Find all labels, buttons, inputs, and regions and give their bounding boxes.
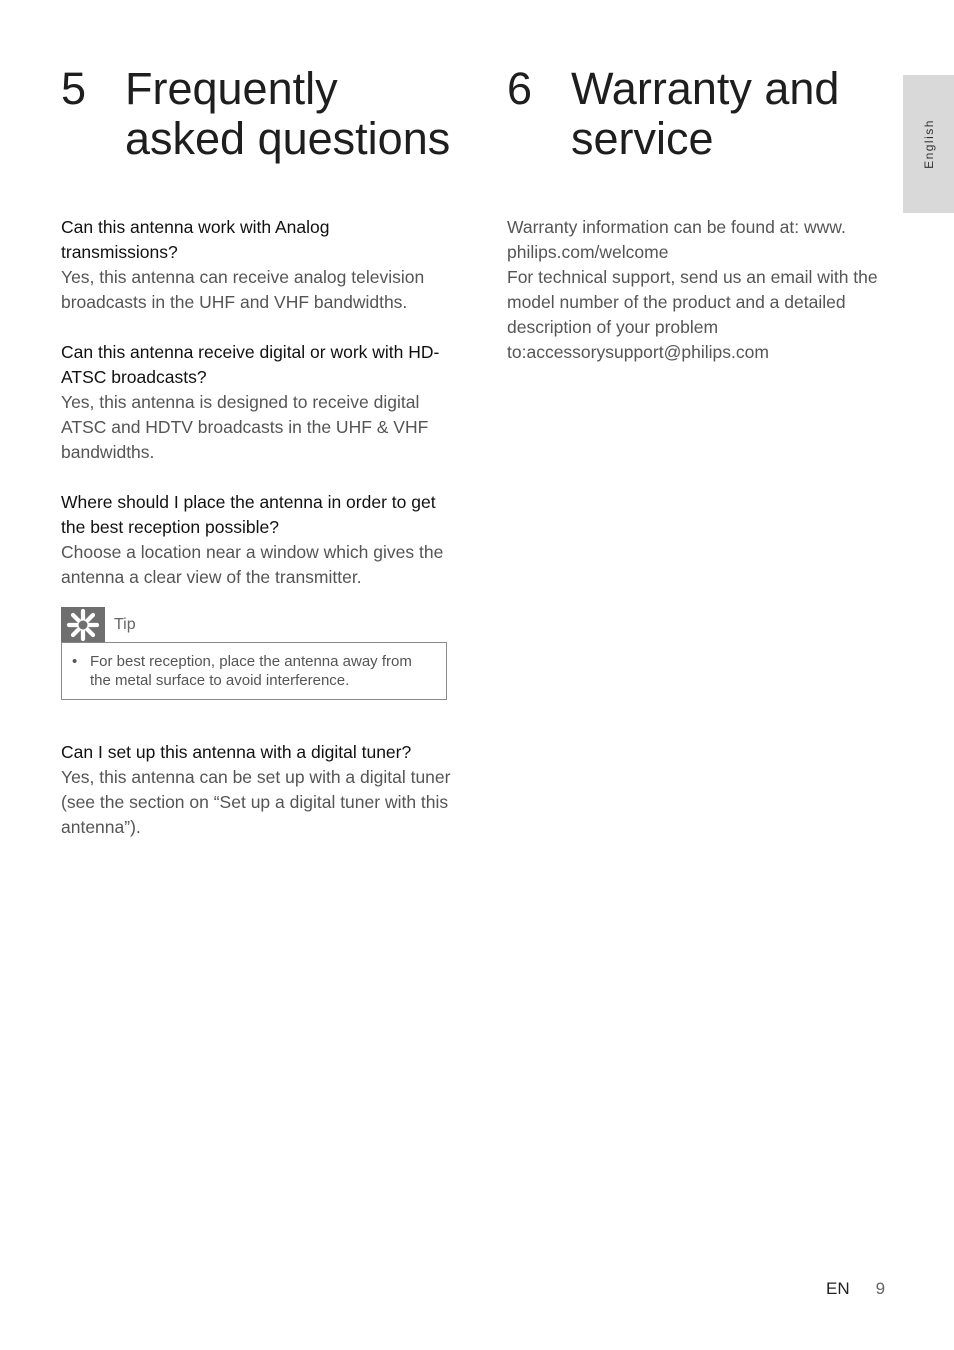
section-heading-faq [61, 64, 451, 164]
tip-label: Tip [114, 615, 136, 633]
faq-item [61, 340, 451, 465]
tip-text: For best reception, place the antenna away from the metal surface to avoid interference. [90, 653, 412, 689]
section-faq [61, 64, 451, 865]
language-label: English [921, 119, 936, 169]
section-title: Frequently asked questions [125, 63, 451, 164]
warranty-paragraph: Warranty information can be found at: www. philips.com/welcome [507, 217, 846, 262]
faq-question: Where should I place the antenna in order to get the best reception possible? [61, 492, 436, 537]
tip-header [61, 607, 447, 642]
tip-box [61, 607, 447, 700]
faq-item [61, 740, 451, 840]
section-number: 6 [507, 63, 533, 114]
support-paragraph: For technical support, send us an email with the model number of the product and a detailed description of your problem to:accessorysupport@philips.com [507, 267, 878, 362]
asterisk-icon [61, 607, 105, 642]
page-footer [826, 1279, 885, 1299]
warranty-text [507, 215, 887, 365]
faq-item [61, 490, 451, 590]
faq-answer: Yes, this antenna is designed to receive digital ATSC and HDTV broadcasts in the UHF & VHF bandwidths. [61, 392, 429, 462]
page-number: 9 [875, 1279, 886, 1298]
section-title: Warranty and service [571, 63, 840, 164]
language-side-tab [903, 75, 954, 213]
faq-answer: Yes, this antenna can receive analog television broadcasts in the UHF and VHF bandwidths. [61, 267, 425, 312]
faq-item [61, 215, 451, 315]
bullet: • [72, 653, 78, 670]
tip-body [61, 642, 447, 700]
section-warranty [507, 64, 887, 365]
faq-answer: Yes, this antenna can be set up with a digital tuner (see the section on “Set up a digital tuner with this antenna”). [61, 767, 451, 837]
faq-question: Can this antenna work with Analog transmissions? [61, 217, 330, 262]
section-number: 5 [61, 63, 87, 114]
faq-answer: Choose a location near a window which gives the antenna a clear view of the transmitter. [61, 542, 444, 587]
faq-question: Can this antenna receive digital or work with HD-ATSC broadcasts? [61, 342, 440, 387]
faq-list [61, 215, 451, 840]
footer-language: EN [826, 1279, 850, 1298]
section-heading-warranty [507, 64, 887, 164]
faq-question: Can I set up this antenna with a digital tuner? [61, 742, 412, 762]
